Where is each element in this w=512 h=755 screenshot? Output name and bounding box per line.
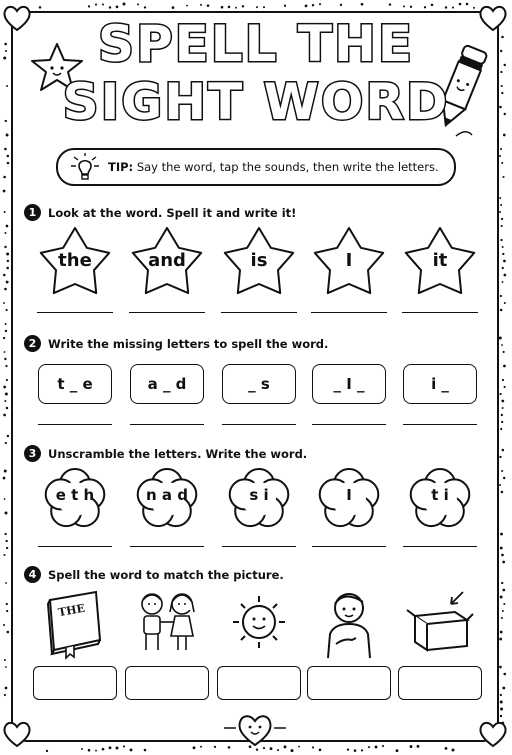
heart-icon — [2, 4, 32, 32]
answer-box[interactable] — [307, 666, 391, 700]
scrambled-letters: n a d — [146, 486, 188, 504]
section-instruction: Unscramble the letters. Write the word. — [48, 446, 308, 461]
star-word: and — [148, 250, 186, 271]
scrambled-letters: e t h — [55, 486, 95, 504]
sun-icon — [224, 588, 294, 660]
missing-letters-box: i _ — [403, 364, 477, 404]
section-number: 2 — [24, 335, 41, 352]
tip-label: TIP: — [108, 160, 134, 174]
scrambled-word-item — [314, 466, 384, 532]
section-instruction: Write the missing letters to spell the word. — [48, 336, 329, 351]
title-line-1: SPELL THE — [97, 15, 415, 73]
book-icon — [40, 588, 110, 660]
writing-line[interactable] — [312, 546, 386, 547]
section-3-heading — [24, 445, 307, 462]
answer-box[interactable] — [217, 666, 301, 700]
scrambled-letters: I — [346, 486, 352, 504]
star-word-item — [37, 226, 113, 296]
section-instruction: Spell the word to match the picture. — [48, 567, 284, 582]
writing-line[interactable] — [130, 546, 204, 547]
section-number: 3 — [24, 445, 41, 462]
answer-box[interactable] — [125, 666, 209, 700]
star-word-item — [311, 226, 387, 296]
writing-line[interactable] — [311, 312, 387, 313]
writing-line[interactable] — [38, 424, 112, 425]
star-word-item — [402, 226, 478, 296]
section-1-heading — [24, 204, 296, 221]
section-2-heading — [24, 335, 328, 352]
writing-line[interactable] — [222, 546, 296, 547]
scrambled-word-item — [224, 466, 294, 532]
section-4-heading — [24, 566, 284, 583]
star-word-item — [221, 226, 297, 296]
scrambled-letters: s i — [249, 486, 269, 504]
tip-box — [56, 148, 456, 186]
writing-line[interactable] — [221, 312, 297, 313]
tip-text: Say the word, tap the sounds, then write the letters. — [136, 160, 439, 174]
writing-line[interactable] — [130, 424, 204, 425]
book-title-label: THE — [57, 601, 86, 620]
scrambled-word-item — [405, 466, 475, 532]
scrambled-word-item — [132, 466, 202, 532]
title-line-2: SIGHT WORD — [62, 73, 450, 131]
heart-icon — [2, 720, 32, 748]
writing-line[interactable] — [312, 424, 386, 425]
writing-line[interactable] — [403, 546, 477, 547]
writing-line[interactable] — [222, 424, 296, 425]
star-word: is — [250, 250, 268, 271]
section-number: 1 — [24, 204, 41, 221]
scrambled-letters: t i — [431, 486, 449, 504]
writing-line[interactable] — [402, 312, 478, 313]
answer-box[interactable] — [398, 666, 482, 700]
heart-icon — [478, 720, 508, 748]
lightbulb-icon — [68, 152, 102, 182]
writing-line[interactable] — [38, 546, 112, 547]
scrambled-word-item — [40, 466, 110, 532]
missing-letters-box: _ s — [222, 364, 296, 404]
section-instruction: Look at the word. Spell it and write it! — [48, 205, 297, 220]
missing-letters-box: _ I _ — [312, 364, 386, 404]
missing-letters-box: a _ d — [130, 364, 204, 404]
star-word: it — [432, 250, 448, 271]
box-with-arrow-icon — [405, 588, 475, 660]
children-holding-hands-icon — [132, 588, 202, 660]
writing-line[interactable] — [403, 424, 477, 425]
star-word-item — [129, 226, 205, 296]
smiling-heart-icon — [222, 708, 288, 748]
writing-line[interactable] — [37, 312, 113, 313]
writing-line[interactable] — [129, 312, 205, 313]
star-word: I — [345, 250, 353, 271]
boy-pointing-icon — [314, 588, 384, 660]
missing-letters-box: t _ e — [38, 364, 112, 404]
answer-box[interactable] — [33, 666, 117, 700]
star-word: the — [58, 250, 92, 271]
heart-icon — [478, 4, 508, 32]
section-number: 4 — [24, 566, 41, 583]
